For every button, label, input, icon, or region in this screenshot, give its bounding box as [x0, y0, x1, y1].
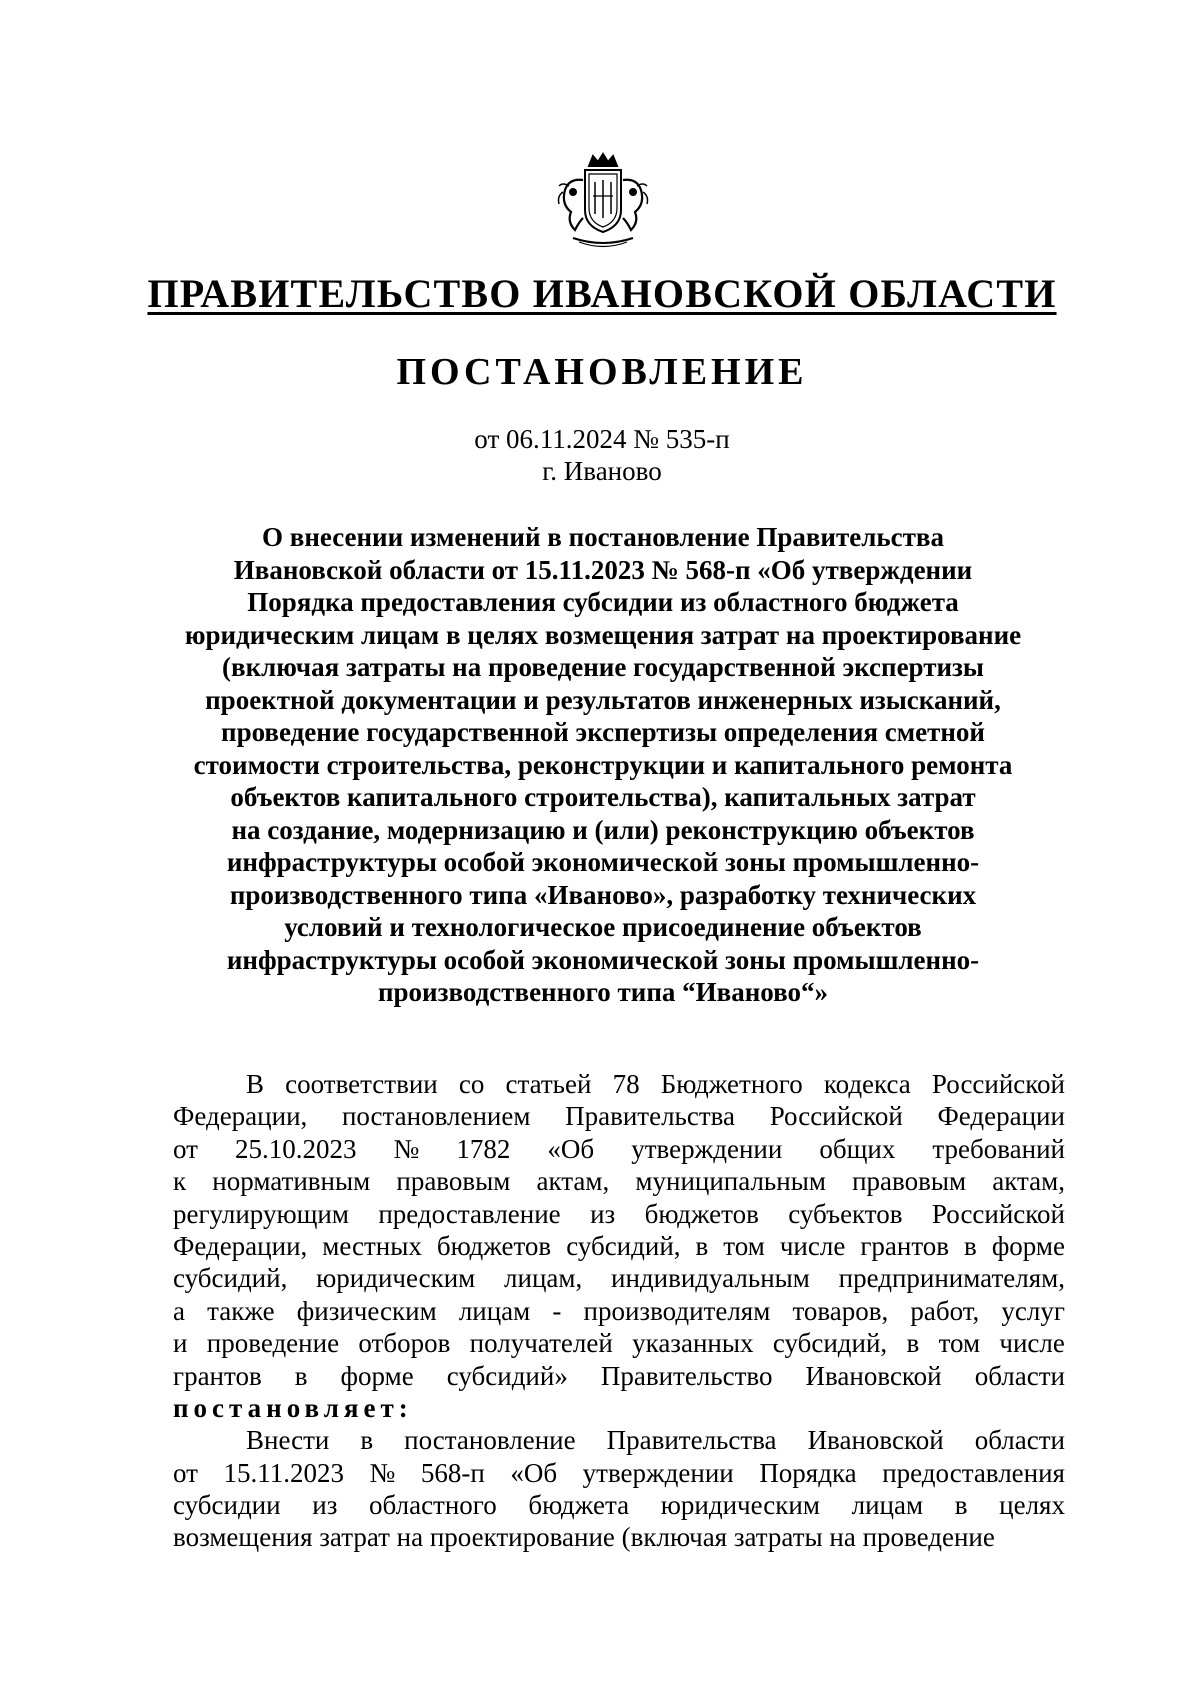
body-line [173, 1198, 1065, 1230]
document-meta [120, 423, 1084, 487]
body-word: бюджетов [436, 1230, 552, 1261]
body-word: лицам [851, 1490, 924, 1521]
body-word: Ивановской [805, 1360, 942, 1391]
body-word: № [369, 1457, 396, 1488]
body-word: Внести [246, 1425, 330, 1456]
city: г. Иваново [542, 456, 662, 486]
body-word: от [173, 1133, 198, 1164]
body-word: кодекса [823, 1069, 911, 1099]
body-word: правовым [852, 1166, 967, 1197]
body-word: также [207, 1295, 275, 1326]
body-word: работ, [910, 1295, 980, 1326]
body-word: в [360, 1425, 374, 1456]
body-word: числе [999, 1328, 1065, 1359]
body-word: проведение [206, 1328, 340, 1359]
body-word: утверждении [631, 1133, 783, 1164]
subject-line: О внесении изменений в постановление Правительства [262, 522, 944, 552]
body-word: индивидуальным [611, 1263, 810, 1294]
body-word: в [954, 1490, 968, 1521]
subject-line: на создание, модернизацию и (или) реконструкцию объектов [231, 814, 975, 845]
body-word: предоставление [378, 1198, 561, 1229]
body-word: от [173, 1457, 198, 1488]
body-word: 1782 [456, 1133, 511, 1164]
body-word: «Об [510, 1457, 558, 1488]
body-word: Правительства [606, 1425, 777, 1456]
body-line [173, 1521, 1065, 1553]
body-line [173, 1230, 1065, 1262]
body-word: 25.10.2023 [235, 1133, 357, 1164]
body-word: в [294, 1360, 308, 1391]
subject-line: производственного типа “Иваново“» [377, 977, 828, 1007]
body-word: предпринимателям, [838, 1263, 1065, 1294]
body-line [173, 1165, 1065, 1197]
subject-line: проектной документации и результатов инженерных изысканий, [205, 684, 1001, 715]
body-word: в [695, 1230, 709, 1261]
body-word: муниципальным [635, 1166, 826, 1197]
body-word: в [906, 1328, 920, 1359]
body-word: актам, [992, 1166, 1065, 1197]
body-word: лицам, [504, 1263, 583, 1294]
subject-line: производственного типа «Иваново», разработку технических [229, 879, 977, 910]
body-word: целях [999, 1490, 1065, 1521]
body-word: том [938, 1328, 981, 1359]
body-word: субсидий, [566, 1230, 681, 1261]
body-word: услуг [1001, 1295, 1065, 1326]
body-word: - [552, 1295, 562, 1326]
body-line [173, 1262, 1065, 1294]
body-line [173, 1392, 1065, 1424]
coat-of-arms-emblem [553, 152, 653, 252]
body-line [173, 1424, 1065, 1456]
body-line [173, 1133, 1065, 1165]
body-word: Федерации, [173, 1101, 308, 1132]
body-word: Российской [931, 1198, 1065, 1229]
body-line [173, 1327, 1065, 1359]
body-word: Бюджетного [660, 1069, 803, 1099]
body-word: получателей [469, 1328, 613, 1359]
government-title: ПРАВИТЕЛЬСТВО ИВАНОВСКОЙ ОБЛАСТИ [147, 271, 1057, 316]
body-word: числе [779, 1230, 846, 1261]
body-word: бюджетов [644, 1198, 759, 1229]
body-word: предоставления [882, 1457, 1065, 1488]
body-word: и [173, 1328, 188, 1359]
body-word: со [458, 1069, 485, 1099]
body-word: физическим [296, 1295, 437, 1326]
document-type: ПОСТАНОВЛЕНИЕ [396, 351, 808, 393]
body-word: грантов [173, 1360, 262, 1391]
body-word: постановление [404, 1425, 576, 1456]
date-number: от 06.11.2024 № 535-п [474, 424, 730, 454]
subject-line: стоимости строительства, реконструкции и капитального ремонта [193, 749, 1013, 780]
body-word: 78 [612, 1069, 640, 1099]
body-word: Федерации, [173, 1230, 308, 1261]
body-word: Правительства [565, 1101, 736, 1132]
body-word: нормативным [212, 1166, 371, 1197]
document-body [173, 1068, 1065, 1554]
body-word: местных [322, 1230, 422, 1261]
body-line [173, 1360, 1065, 1392]
body-word: из [312, 1490, 338, 1521]
body-word: В [246, 1069, 265, 1099]
body-word: правовым [396, 1166, 511, 1197]
body-line [173, 1457, 1065, 1489]
body-word: том [723, 1230, 765, 1261]
body-word: утверждении [582, 1457, 734, 1488]
body-word: юридическим [316, 1263, 476, 1294]
document-subject [170, 521, 1036, 1009]
body-word: «Об [547, 1133, 595, 1164]
body-word: бюджета [528, 1490, 630, 1521]
body-word: области [974, 1360, 1065, 1391]
body-line [173, 1100, 1065, 1132]
body-word: 568-п [420, 1457, 485, 1488]
body-word: Правительство [600, 1360, 773, 1391]
body-word: областного [369, 1490, 497, 1521]
body-word: юридическим [660, 1490, 820, 1521]
body-word: товаров, [792, 1295, 889, 1326]
body-word: Российской [769, 1101, 903, 1132]
subject-line: инфраструктуры особой экономической зоны промышленно- [226, 847, 980, 877]
body-word: отборов [358, 1328, 451, 1359]
body-word: производителям [583, 1295, 771, 1326]
body-word: а [173, 1295, 185, 1326]
subject-line: юридическим лицам в целях возмещения затрат на проектирование [184, 619, 1022, 650]
body-word: статьей [505, 1069, 592, 1099]
subject-line: условий и технологическое присоединение объектов [284, 912, 922, 942]
body-word: соответствии [285, 1069, 438, 1099]
body-word: Ивановской [807, 1425, 944, 1456]
subject-line: объектов капитального строительства), капитальных затрат [230, 782, 976, 812]
subject-line: Порядка предоставления субсидии из областного бюджета [247, 587, 959, 617]
body-word: 15.11.2023 [223, 1457, 344, 1488]
subject-line: Ивановской области от 15.11.2023 № 568-п «Об утверждении [233, 554, 973, 585]
body-line [173, 1295, 1065, 1327]
body-word: лицам [458, 1295, 531, 1326]
decree-verb: постановляет: [173, 1392, 413, 1423]
body-word: субсидий, [173, 1263, 288, 1294]
subject-line: проведение государственной экспертизы определения сметной [221, 717, 985, 747]
body-word: актам, [536, 1166, 610, 1197]
subject-line: инфраструктуры особой экономической зоны промышленно- [226, 944, 980, 975]
body-word: субсидии [173, 1490, 281, 1521]
body-word: Российской [931, 1069, 1065, 1099]
body-word: субъектов [788, 1198, 903, 1229]
body-line [173, 1489, 1065, 1521]
body-text: возмещения затрат на проектирование (включая затраты на проведение [173, 1522, 995, 1553]
body-word: указанных [632, 1328, 754, 1359]
body-word: форме [991, 1230, 1065, 1261]
body-word: общих [819, 1133, 896, 1164]
body-word: форме [340, 1360, 414, 1391]
body-word: регулирующим [173, 1198, 349, 1229]
body-word: Порядка [759, 1457, 857, 1488]
body-word: № [393, 1133, 420, 1164]
body-word: грантов [860, 1230, 950, 1261]
body-word: из [590, 1198, 616, 1229]
body-word: постановлением [341, 1101, 531, 1132]
body-word: субсидий, [772, 1328, 888, 1359]
body-word: в [964, 1230, 977, 1261]
body-word: области [974, 1425, 1065, 1456]
body-line [173, 1068, 1065, 1100]
body-word: Федерации [937, 1101, 1065, 1132]
body-word: к [173, 1166, 187, 1197]
body-word: требований [932, 1133, 1065, 1164]
body-word: субсидий» [446, 1360, 568, 1391]
subject-line: (включая затраты на проведение государственной экспертизы [222, 652, 984, 682]
